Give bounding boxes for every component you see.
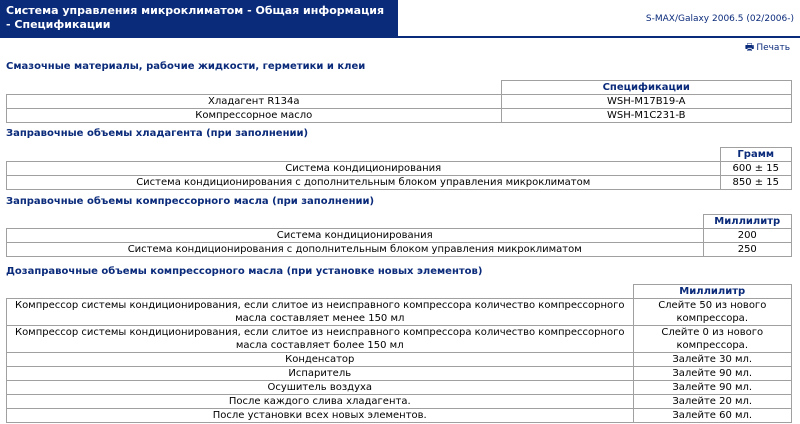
table-oil-top-up (6, 284, 792, 423)
table-refrigerant (6, 147, 792, 190)
table-row (7, 381, 792, 395)
section-title-refrigerant: Заправочные объемы хладагента (при заполнении) (6, 128, 309, 139)
column-header: Миллилитр (703, 215, 792, 229)
row-label: Система кондиционирования с дополнительным блоком управления микроклиматом (7, 176, 721, 190)
column-header: Спецификации (501, 81, 792, 95)
row-value: 850 ± 15 (720, 176, 792, 190)
row-value: Залейте 20 мл. (633, 395, 792, 409)
row-value: WSH-M17B19-A (501, 95, 792, 109)
table-row (7, 229, 792, 243)
row-value: 200 (703, 229, 792, 243)
table-row (7, 95, 792, 109)
table-row (7, 299, 792, 326)
table-oil-fill (6, 214, 792, 257)
section-title-oil-top-up: Дозаправочные объемы компрессорного масла (при установке новых элементов) (6, 266, 483, 277)
column-header: Грамм (720, 148, 792, 162)
section-title-lubricants: Смазочные материалы, рабочие жидкости, герметики и клеи (6, 61, 366, 72)
model-label: S-MAX/Galaxy 2006.5 (02/2006-) (645, 14, 794, 24)
row-value: 250 (703, 243, 792, 257)
section-title-oil-fill: Заправочные объемы компрессорного масла (при заполнении) (6, 196, 375, 207)
row-label: Осушитель воздуха (7, 381, 634, 395)
column-header: Миллилитр (633, 285, 792, 299)
table-row (7, 109, 792, 123)
table-row (7, 409, 792, 423)
row-value: Залейте 90 мл. (633, 381, 792, 395)
row-label: Компрессор системы кондиционирования, если слитое из неисправного компрессора количество компрессорного масла составляет менее 150 мл (7, 299, 634, 326)
row-label: Система кондиционирования с дополнительным блоком управления микроклиматом (7, 243, 704, 257)
row-label: После установки всех новых элементов. (7, 409, 634, 423)
table-row (7, 353, 792, 367)
table-row (7, 395, 792, 409)
table-row (7, 162, 792, 176)
row-label: Система кондиционирования (7, 162, 721, 176)
row-value: Слейте 0 из нового компрессора. (633, 326, 792, 353)
row-value: Слейте 50 из нового компрессора. (633, 299, 792, 326)
row-label: Компрессорное масло (7, 109, 502, 123)
print-label: Печать (756, 43, 790, 53)
row-label: Конденсатор (7, 353, 634, 367)
table-lubricants (6, 80, 792, 123)
printer-icon: 🖶 (744, 42, 755, 53)
page-title: Система управления микроклиматом - Общая информация - Спецификации (0, 0, 398, 36)
row-label: Компрессор системы кондиционирования, если слитое из неисправного компрессора количество компрессорного масла составляет более 150 мл (7, 326, 634, 353)
table-row (7, 243, 792, 257)
row-label: Испаритель (7, 367, 634, 381)
row-label: Система кондиционирования (7, 229, 704, 243)
page-header (0, 0, 800, 36)
row-value: Залейте 30 мл. (633, 353, 792, 367)
row-label: Хладагент R134a (7, 95, 502, 109)
header-divider (0, 36, 800, 38)
table-row (7, 367, 792, 381)
row-value: 600 ± 15 (720, 162, 792, 176)
row-value: Залейте 60 мл. (633, 409, 792, 423)
row-value: Залейте 90 мл. (633, 367, 792, 381)
table-row (7, 326, 792, 353)
table-row (7, 176, 792, 190)
print-link[interactable] (745, 40, 790, 57)
row-value: WSH-M1C231-B (501, 109, 792, 123)
row-label: После каждого слива хладагента. (7, 395, 634, 409)
